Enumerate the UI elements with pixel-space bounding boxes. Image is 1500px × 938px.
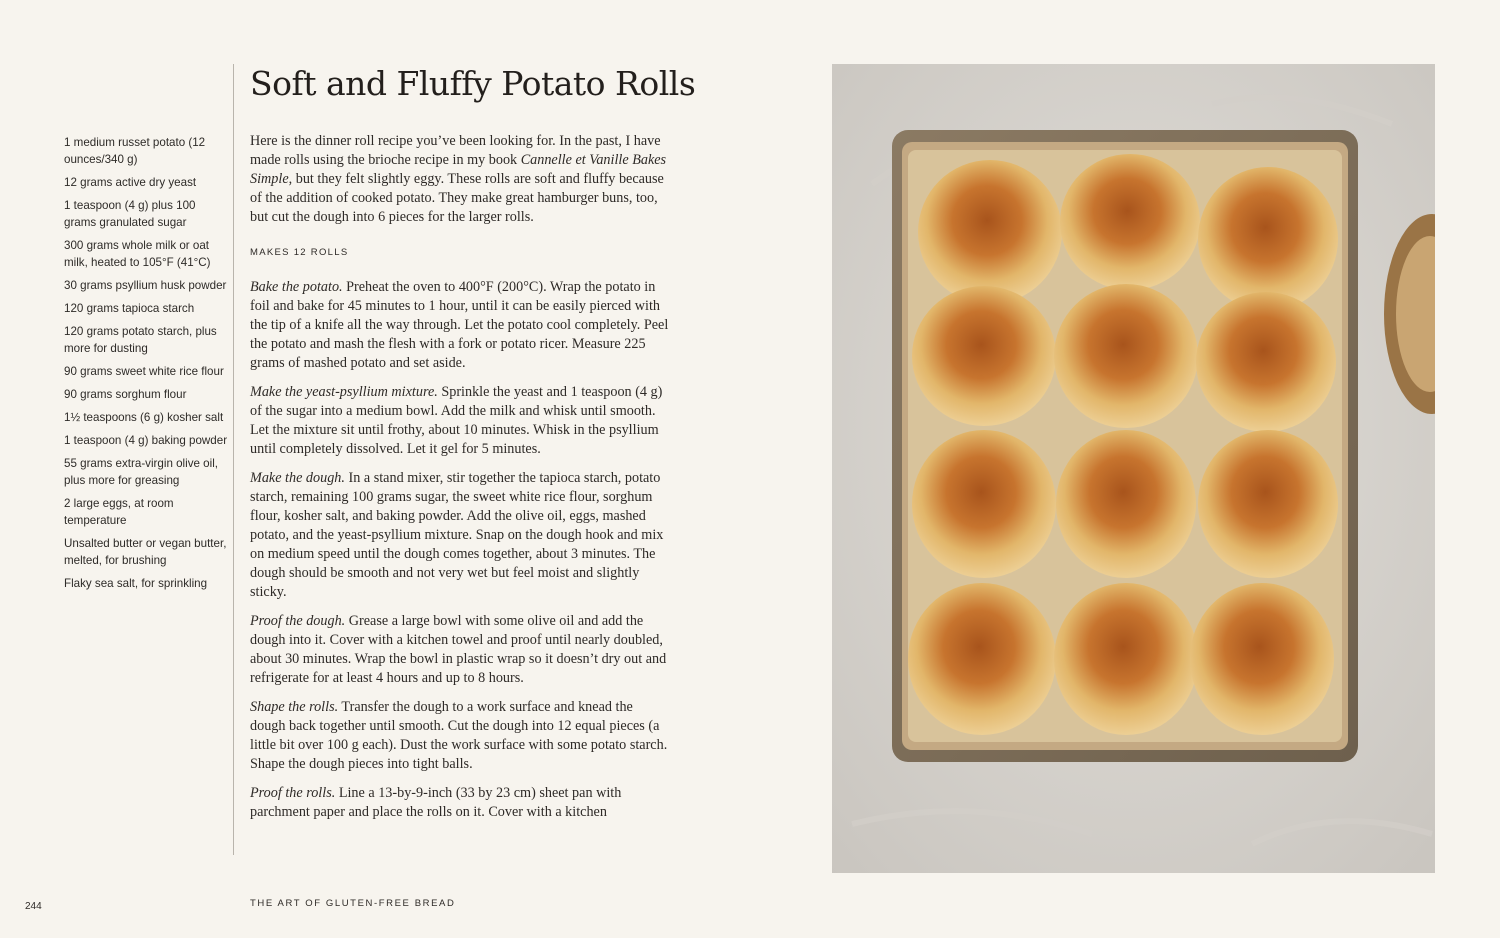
ingredient-item: 55 grams extra-virgin olive oil, plus more for greasing xyxy=(64,457,218,487)
ingredient-item: Unsalted butter or vegan butter, melted, for brushing xyxy=(64,537,227,567)
ingredient-item: 1 medium russet potato (12 ounces/340 g) xyxy=(64,136,206,166)
step-text: Line a 13-by-9-inch (33 by 23 cm) sheet pan with parchment paper and place the rolls on it. Cover with a kitchen xyxy=(250,785,622,820)
step-paragraph xyxy=(250,383,670,459)
step-paragraph xyxy=(250,469,670,602)
ingredient-item: 1 teaspoon (4 g) baking powder xyxy=(64,434,228,447)
step-paragraph xyxy=(250,784,670,822)
intro-text: Here is the dinner roll recipe you’ve been looking for. In the past, I have made rolls using the brioche recipe in my book xyxy=(250,133,661,168)
recipe-body xyxy=(250,132,670,832)
intro-text: , but they felt slightly eggy. These rolls are soft and fluffy because of the addition of cooked potato. They make great hamburger buns, too, but cut the dough into 6 pieces for the larger rolls. xyxy=(250,171,664,225)
ingredient-item: 120 grams potato starch, plus more for dusting xyxy=(64,325,217,355)
step-paragraph xyxy=(250,698,670,774)
step-name: Bake the potato. xyxy=(250,279,343,295)
running-title: THE ART OF GLUTEN-FREE BREAD xyxy=(250,898,456,909)
ingredient-list xyxy=(64,134,230,598)
step-text: Sprinkle the yeast and 1 teaspoon (4 g) of the sugar into a medium bowl. Add the milk and whisk until smooth. Let the mixture sit until frothy, about 10 minutes. Whisk in the psyllium until completely dissolved. Let it gel for 5 minutes. xyxy=(250,384,663,457)
step-name: Proof the dough. xyxy=(250,613,346,629)
ingredient-item: Flaky sea salt, for sprinkling xyxy=(64,577,208,590)
rolls-photo xyxy=(832,64,1435,873)
step-text: Grease a large bowl with some olive oil and add the dough into it. Cover with a kitchen towel and proof until nearly doubled, about 30 minutes. Wrap the bowl in plastic wrap so it doesn’t dry out and refrigerate for at least 4 hours and up to 8 hours. xyxy=(250,613,667,686)
page-number: 244 xyxy=(25,901,42,912)
recipe-title: Soft and Fluffy Potato Rolls xyxy=(250,64,696,103)
ingredient-item: 2 large eggs, at room temperature xyxy=(64,497,174,527)
bun-grid xyxy=(908,154,1338,735)
step-paragraph xyxy=(250,278,670,373)
ingredient-item: 90 grams sweet white rice flour xyxy=(64,365,224,378)
ingredient-item: 90 grams sorghum flour xyxy=(64,388,187,401)
ingredient-item: 30 grams psyllium husk powder xyxy=(64,279,227,292)
ingredient-item: 1½ teaspoons (6 g) kosher salt xyxy=(64,411,224,424)
step-paragraph xyxy=(250,612,670,688)
yield-label: MAKES 12 ROLLS xyxy=(250,247,349,258)
step-name: Make the yeast-psyllium mixture. xyxy=(250,384,438,400)
step-text: In a stand mixer, stir together the tapioca starch, potato starch, remaining 100 grams sugar, the sweet white rice flour, sorghum flour, kosher salt, and baking powder. Add the olive oil, eggs, mashed potato, and the yeast-psyllium mixture. Snap on the dough hook and mix on medium speed until the dough comes together, about 3 minutes. The dough should be smooth and not very wet but feel moist and slightly sticky. xyxy=(250,470,664,600)
ingredient-item: 120 grams tapioca starch xyxy=(64,302,195,315)
step-name: Make the dough. xyxy=(250,470,345,486)
step-text: Transfer the dough to a work surface and knead the dough back together until smooth. Cut the dough into 12 equal pieces (a little bit over 100 g each). Dust the work surface with some potato starch. Shape the dough pieces into tight balls. xyxy=(250,699,668,772)
ingredient-item: 300 grams whole milk or oat milk, heated to 105°F (41°C) xyxy=(64,239,211,269)
book-title: Cannelle et Vanille Bakes Simple xyxy=(250,152,667,187)
step-name: Shape the rolls. xyxy=(250,699,339,715)
intro-paragraph xyxy=(250,132,670,227)
ingredient-item: 12 grams active dry yeast xyxy=(64,176,197,189)
column-divider xyxy=(233,64,234,855)
step-text: Preheat the oven to 400°F (200°C). Wrap the potato in foil and bake for 45 minutes to 1 hour, until it can be easily pierced with the tip of a knife all the way through. Let the potato cool completely. Peel the potato and mash the flesh with a fork or potato ricer. Measure 225 grams of mashed potato and set aside. xyxy=(250,279,669,371)
step-name: Proof the rolls. xyxy=(250,785,336,801)
ingredient-item: 1 teaspoon (4 g) plus 100 grams granulated sugar xyxy=(64,199,196,229)
